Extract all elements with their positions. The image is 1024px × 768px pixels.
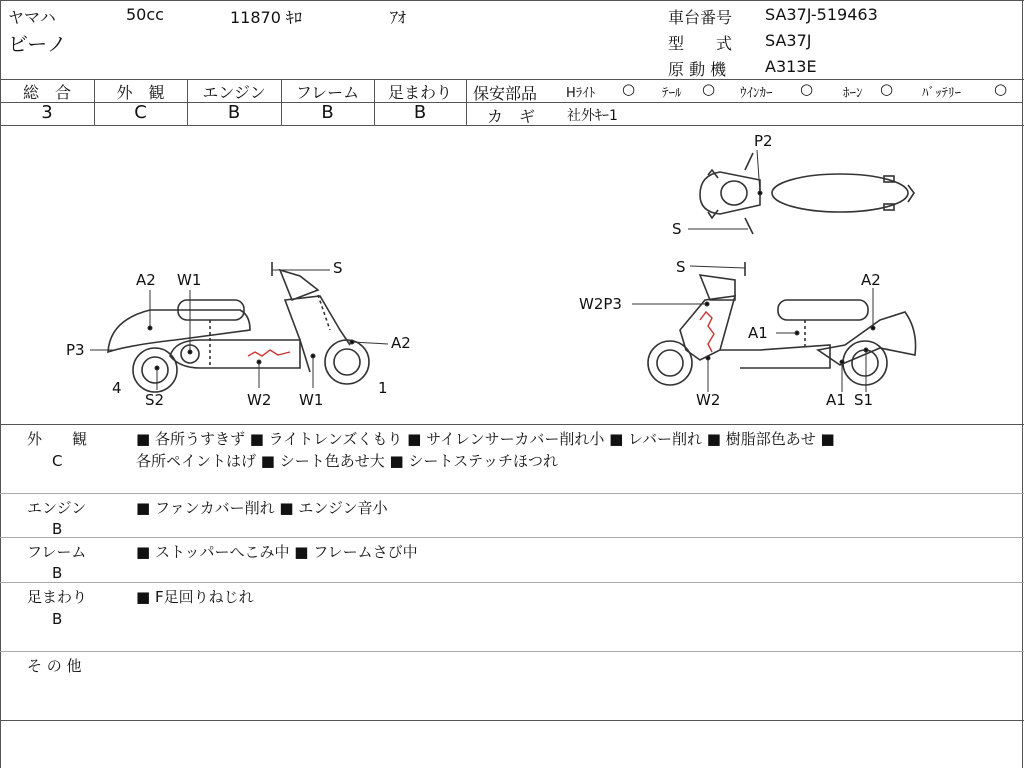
battery-ok-icon: ○ xyxy=(994,80,1008,98)
mileage: 11870 ｷﾛ xyxy=(230,8,302,27)
note-frame-label: フレーム xyxy=(27,543,87,561)
safety-label: 保安部品 xyxy=(473,84,538,103)
note-exterior-grade: C xyxy=(52,452,63,470)
label-right-a1-mid: A1 xyxy=(748,324,768,342)
label-left-w2: W2 xyxy=(247,391,272,409)
label-left-1: 1 xyxy=(378,379,388,397)
key-label: カ ギ xyxy=(487,107,536,126)
label-left-w1-bottom: W1 xyxy=(299,391,324,409)
label-right-a1-bottom: A1 xyxy=(826,391,846,409)
label-left-p3: P3 xyxy=(66,341,85,359)
grade-engine-label: エンジン xyxy=(202,83,266,102)
grade-frame-label: フレーム xyxy=(295,83,360,102)
headlight-ok-icon: ○ xyxy=(622,80,636,98)
engine-label: 原 動 機 xyxy=(668,60,727,79)
label-top-p2: P2 xyxy=(754,132,773,150)
key-value: 社外ｷｰ1 xyxy=(567,108,618,124)
displacement: 50cc xyxy=(126,5,164,24)
label-top-s: S xyxy=(672,220,682,238)
label-left-s: S xyxy=(333,259,343,277)
note-suspension-label: 足まわり xyxy=(27,588,88,606)
note-exterior-label: 外 観 xyxy=(27,430,88,448)
note-engine-grade: B xyxy=(52,520,63,538)
label-left-4: 4 xyxy=(112,379,122,397)
label-left-a2-right: A2 xyxy=(391,334,411,352)
model-name: ビーノ xyxy=(8,32,67,56)
note-engine-label: エンジン xyxy=(27,499,87,517)
note-suspension-grade: B xyxy=(52,610,63,628)
note-frame-grade: B xyxy=(52,564,63,582)
label-right-w2: W2 xyxy=(696,391,721,409)
grade-total-label: 総 合 xyxy=(22,83,71,102)
label-right-a2: A2 xyxy=(861,271,881,289)
safety-item-winker: ｳｲﾝｶｰ xyxy=(740,86,773,101)
label-left-w1-top: W1 xyxy=(177,271,202,289)
label-left-a2-top: A2 xyxy=(136,271,156,289)
label-left-s2: S2 xyxy=(145,391,165,409)
note-exterior-line2: 各所ペイントはげ ■ シート色あせ大 ■ シートステッチほつれ xyxy=(136,452,558,470)
color: ｱｵ xyxy=(390,8,407,27)
label-right-s1: S1 xyxy=(854,391,874,409)
note-engine-line1: ■ ファンカバー削れ ■ エンジン音小 xyxy=(136,499,388,517)
leader-lines xyxy=(90,150,875,392)
type-value: SA37J xyxy=(765,31,812,50)
safety-item-headlight: Hﾗｲﾄ xyxy=(566,86,596,101)
note-exterior-line1: ■ 各所うすきず ■ ライトレンズくもり ■ サイレンサーカバー削れ小 ■ レバー削れ ■ 樹脂部色あせ ■ xyxy=(136,430,835,448)
grade-total-value: 3 xyxy=(41,102,53,123)
horn-ok-icon: ○ xyxy=(880,80,894,98)
label-right-s: S xyxy=(676,258,686,276)
type-label: 型 式 xyxy=(668,34,733,53)
label-right-w2p3: W2P3 xyxy=(579,295,622,313)
note-frame-line1: ■ ストッパーへこみ中 ■ フレームさび中 xyxy=(136,543,418,561)
damage-marks xyxy=(248,312,714,356)
engine-value: A313E xyxy=(765,57,817,76)
note-other-label: そ の 他 xyxy=(27,657,82,675)
grade-suspension-label: 足まわり xyxy=(387,83,452,102)
tail-ok-icon: ○ xyxy=(702,80,716,98)
safety-item-tail: ﾃｰﾙ xyxy=(662,86,682,101)
winker-ok-icon: ○ xyxy=(800,80,814,98)
safety-item-battery: ﾊﾞｯﾃﾘｰ xyxy=(922,86,961,101)
note-suspension-line1: ■ F足回りねじれ xyxy=(136,588,254,606)
top-view-scooter xyxy=(700,153,914,234)
grade-exterior-label: 外 観 xyxy=(116,83,165,102)
grade-frame-value: B xyxy=(321,102,334,123)
grade-suspension-value: B xyxy=(413,102,427,123)
safety-item-horn: ﾎｰﾝ xyxy=(843,86,863,101)
grade-engine-value: B xyxy=(227,102,241,123)
frame-no-label: 車台番号 xyxy=(668,8,733,27)
grade-exterior-value: C xyxy=(134,102,147,123)
maker: ヤマハ xyxy=(8,8,56,27)
frame-no: SA37J-519463 xyxy=(765,5,878,24)
